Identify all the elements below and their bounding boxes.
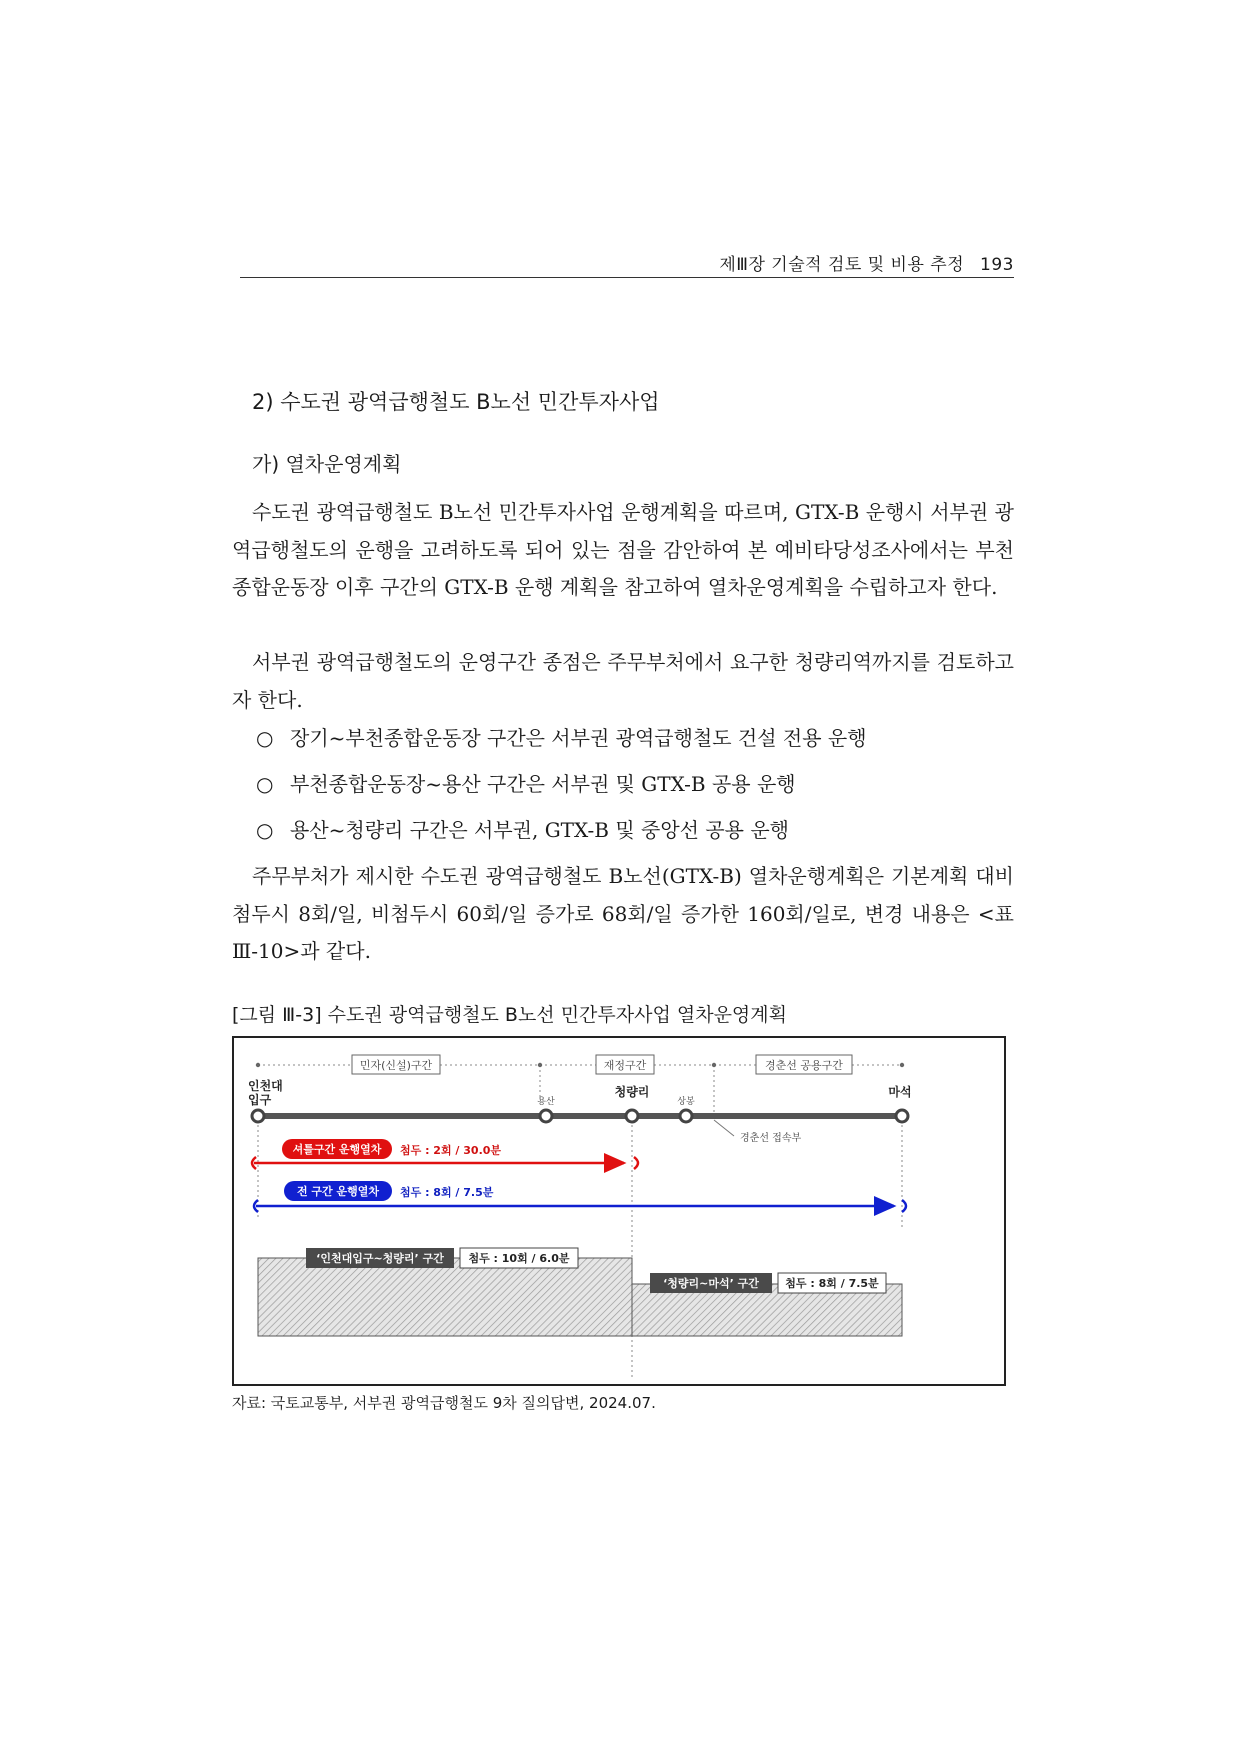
running-header — [240, 250, 1014, 278]
station-name: 마석 — [888, 1085, 912, 1099]
paragraph-2 — [232, 644, 1014, 719]
source-note: 자료: 국토교통부, 서부권 광역급행철도 9차 질의답변, 2024.07. — [232, 1394, 656, 1412]
segment-label: 경춘선 공용구간 — [765, 1059, 843, 1072]
paragraph-text: 주무부처가 제시한 수도권 광역급행철도 B노선(GTX-B) 열차운행계획은 기본계획 대비 첨두시 8회/일, 비첨두시 60회/일 증가로 68회/일 증가한 160회/일로, 변경 내용은 <표 Ⅲ-10>과 같다. — [232, 864, 1014, 963]
section-label: ‘청량리~마석’ 구간 — [663, 1277, 759, 1290]
svg-text:인천대: 인천대 — [248, 1079, 283, 1093]
chapter-title: 제Ⅲ장 기술적 검토 및 비용 추정 — [719, 255, 965, 275]
paragraph-1 — [232, 494, 1014, 607]
figure-caption: [그림 Ⅲ-3] 수도권 광역급행철도 B노선 민간투자사업 열차운영계획 — [232, 1004, 787, 1026]
paragraph-text: 수도권 광역급행철도 B노선 민간투자사업 운행계획을 따르며, GTX-B 운행시 서부권 광역급행철도의 운행을 고려하도록 되어 있는 점을 감안하여 본 예비타당성조사에서는 부천종합운동장 이후 구간의 GTX-B 운행 계획을 참고하여 열차운영계획을 수립하고자 한다. — [232, 500, 1014, 599]
svg-text:입구: 입구 — [248, 1093, 272, 1107]
segment-label-public — [596, 1055, 654, 1074]
service-label: 셔틀구간 운행열차 — [292, 1143, 382, 1156]
section-block-incheon-cheongnyangni — [258, 1248, 632, 1336]
service-headway: 첨두 : 2회 / 30.0분 — [400, 1144, 502, 1157]
paragraph-3 — [232, 858, 1014, 971]
segment-label: 민자(신설)구간 — [359, 1059, 433, 1072]
bullet-text: 장기~부천종합운동장 구간은 서부권 광역급행철도 건설 전용 운행 — [290, 726, 867, 750]
list-item — [256, 766, 1016, 812]
station-name: 용산 — [537, 1097, 555, 1107]
section-block-cheongnyangni-maseok — [632, 1273, 902, 1336]
segment-label: 재정구간 — [603, 1059, 647, 1072]
bullet-list — [256, 720, 1016, 858]
list-item — [256, 720, 1016, 766]
service-full — [254, 1181, 906, 1212]
list-item — [256, 812, 1016, 858]
section-label: ‘인천대입구~청량리’ 구간 — [316, 1252, 444, 1265]
page-number: 193 — [980, 255, 1014, 275]
subsection-title: 가) 열차운영계획 — [252, 452, 402, 476]
section-headway: 첨두 : 8회 / 7.5분 — [785, 1277, 879, 1290]
service-headway: 첨두 : 8회 / 7.5분 — [400, 1186, 494, 1199]
station-sangbong — [677, 1095, 695, 1122]
segment-label-private — [352, 1055, 440, 1074]
segment-label-gyeongchun — [756, 1055, 852, 1074]
junction-note — [714, 1120, 801, 1144]
bullet-mark: ○ — [256, 726, 274, 750]
svg-text:경춘선 접속부: 경춘선 접속부 — [740, 1133, 802, 1144]
train-operation-diagram — [232, 1036, 1006, 1386]
service-label: 전 구간 운행열차 — [296, 1185, 380, 1198]
station-name: 상봉 — [677, 1097, 695, 1107]
service-shuttle — [252, 1139, 638, 1169]
bullet-mark: ○ — [256, 818, 274, 842]
bullet-mark: ○ — [256, 772, 274, 796]
section-title: 2) 수도권 광역급행철도 B노선 민간투자사업 — [252, 390, 660, 414]
bullet-text: 부천종합운동장~용산 구간은 서부권 및 GTX-B 공용 운행 — [290, 772, 796, 796]
bullet-text: 용산~청량리 구간은 서부권, GTX-B 및 중앙선 공용 운행 — [290, 818, 789, 842]
section-headway: 첨두 : 10회 / 6.0분 — [468, 1252, 570, 1265]
station-name: 청량리 — [614, 1085, 650, 1099]
paragraph-text: 서부권 광역급행철도의 운영구간 종점은 주무부처에서 요구한 청량리역까지를 검토하고자 한다. — [232, 650, 1014, 712]
station-yongsan — [537, 1095, 555, 1122]
